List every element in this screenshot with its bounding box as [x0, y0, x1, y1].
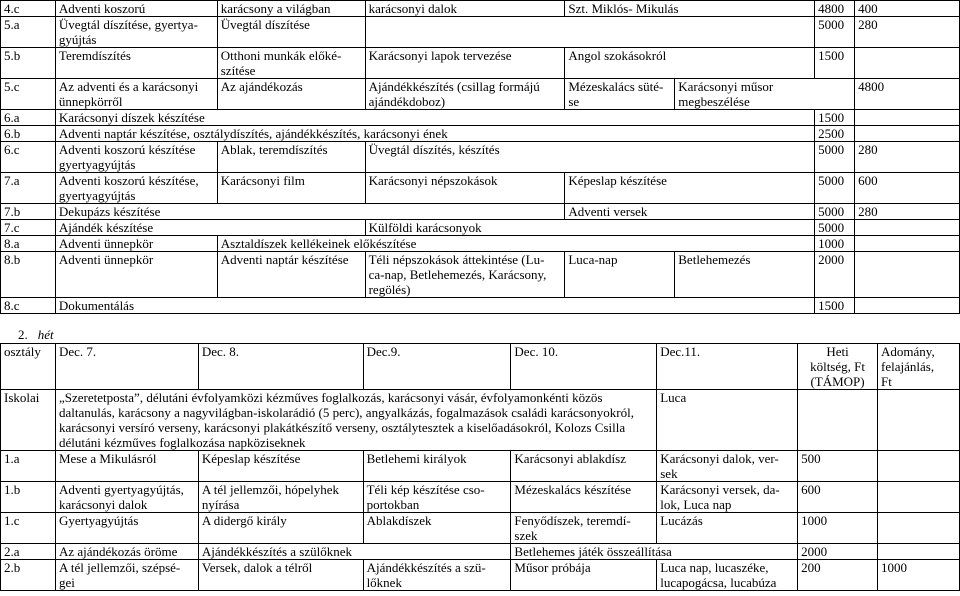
activity-cell: Az adventi és a karácsonyi ünnepkörről: [55, 79, 217, 110]
cost-cell: 5000: [815, 173, 855, 204]
cost-cell: 5000: [815, 142, 855, 173]
class-cell: 6.a: [1, 110, 56, 126]
table-row: [1, 17, 960, 48]
activity-cell: Adventi ünnepkör: [55, 252, 217, 298]
activity-cell: Angol szokásokról: [565, 48, 815, 79]
donation-cell: 280: [855, 142, 960, 173]
activity-cell: Betlehemes játék összeállítása: [511, 544, 798, 560]
cost-cell: 4800: [855, 79, 960, 110]
donation-cell: [855, 298, 960, 314]
table-row: [1, 204, 960, 220]
class-cell: 7.b: [1, 204, 56, 220]
week-number: 2.: [18, 327, 28, 342]
table-row: [1, 451, 960, 482]
activity-cell: Képeslap készítése: [565, 173, 815, 204]
activity-cell: Külföldi karácsonyok: [365, 220, 815, 236]
cost-cell: 2000: [798, 544, 878, 560]
school-program-cell: „Szeretetposta”, délutáni évfolyamközi kézműves foglalkozás, karácsonyi vásár, évfolyamonkénti közös daltanulás, karácsony a nagyvilágban-iskolarádió (5 perc), angyalkázás, fogalmazások családi karácsonyokról, karácsonyi versíró verseny, karácsonyi plakátkészítő verseny, osztálytesztek a kiselőadásokról, Kolozs Csilla délutáni kézműves foglalkozása napköziseknek: [55, 390, 656, 451]
activity-cell: Gyertyagyújtás: [55, 513, 198, 544]
activity-cell: Adventi naptár készítése, osztálydíszítés, ajándékkészítés, karácsonyi ének: [55, 126, 814, 142]
activity-cell: Luca-nap: [565, 252, 675, 298]
cost-cell: 600: [798, 482, 878, 513]
table-row: [1, 560, 960, 591]
class-cell: 2.b: [1, 560, 56, 591]
cost-cell: 4800: [815, 1, 855, 17]
cost-cell: 1500: [815, 298, 855, 314]
donation-cell: [855, 110, 960, 126]
table-row: [1, 298, 960, 314]
table-row: [1, 482, 960, 513]
activity-cell: Szt. Miklós- Mikulás: [565, 1, 815, 17]
activity-cell: Betlehemezés: [675, 252, 815, 298]
activity-cell: A didergő király: [198, 513, 363, 544]
activity-cell: Adventi versek: [565, 204, 815, 220]
class-cell: 8.a: [1, 236, 56, 252]
donation-cell: 600: [855, 173, 960, 204]
activity-cell: Műsor próbája: [511, 560, 657, 591]
donation-cell: [878, 451, 960, 482]
activity-cell: Adventi koszorú készítése gyertyagyújtás: [55, 142, 217, 173]
cost-cell: 1500: [815, 110, 855, 126]
class-program-table-2: [0, 343, 960, 591]
activity-cell: Adventi naptár készítése: [217, 252, 365, 298]
table-row: [1, 513, 960, 544]
activity-cell: Lucázás: [657, 513, 798, 544]
cost-cell: 1000: [798, 513, 878, 544]
column-header: Dec. 8.: [198, 344, 363, 390]
class-cell: Iskolai: [1, 390, 56, 451]
donation-cell: [855, 252, 960, 298]
class-cell: 5.a: [1, 17, 56, 48]
activity-cell: Üvegtál díszítés, készítés: [365, 142, 815, 173]
donation-cell: [878, 513, 960, 544]
donation-cell: 400: [855, 1, 960, 17]
activity-cell: Adventi koszorú készítése, gyertyagyújtás: [55, 173, 217, 204]
activity-cell: karácsonyi dalok: [365, 1, 565, 17]
activity-cell: [365, 17, 815, 48]
donation-cell: 280: [855, 17, 960, 48]
class-cell: 1.b: [1, 482, 56, 513]
cost-cell: 1500: [815, 48, 855, 79]
donation-cell: [878, 544, 960, 560]
column-header: Adomány, felajánlás, Ft: [878, 344, 960, 390]
cost-cell: 5000: [815, 220, 855, 236]
activity-cell: Karácsonyi dalok, ver- sek: [657, 451, 798, 482]
table-row: [1, 236, 960, 252]
week-heading: [18, 327, 54, 342]
activity-cell: karácsony a világban: [217, 1, 365, 17]
donation-cell: 280: [855, 204, 960, 220]
activity-cell: Betlehemi királyok: [363, 451, 511, 482]
activity-cell: Az ajándékozás öröme: [55, 544, 198, 560]
activity-cell: Ajándékkészítés (csillag formájú ajándékdoboz): [365, 79, 565, 110]
activity-cell: Ablakdíszek: [363, 513, 511, 544]
activity-cell: Luca nap, lucaszéke, lucapogácsa, lucabúza: [657, 560, 798, 591]
table-row: [1, 48, 960, 79]
week-label: hét: [37, 327, 54, 342]
donation-cell: [878, 482, 960, 513]
activity-cell: Adventi ünnepkör: [55, 236, 217, 252]
activity-cell: Üvegtál díszítése, gyertya- gyújtás: [55, 17, 217, 48]
table-row: [1, 544, 960, 560]
donation-cell: [855, 48, 960, 79]
activity-cell: Versek, dalok a télről: [198, 560, 363, 591]
activity-cell: Karácsonyi díszek készítése: [55, 110, 814, 126]
class-cell: 6.b: [1, 126, 56, 142]
table-row: [1, 79, 960, 110]
table-row: [1, 220, 960, 236]
table-row: [1, 173, 960, 204]
activity-cell: Karácsonyi film: [217, 173, 365, 204]
cost-cell: 2500: [815, 126, 855, 142]
activity-cell: Mese a Mikulásról: [55, 451, 198, 482]
donation-cell: [855, 220, 960, 236]
activity-cell: Luca: [657, 390, 798, 451]
cost-cell: 500: [798, 451, 878, 482]
activity-cell: Dokumentálás: [55, 298, 814, 314]
activity-cell: Az ajándékozás: [217, 79, 365, 110]
activity-cell: Teremdíszítés: [55, 48, 217, 79]
class-cell: 7.a: [1, 173, 56, 204]
column-header: Dec. 7.: [55, 344, 198, 390]
cost-cell: 5000: [815, 17, 855, 48]
column-header: Dec.11.: [657, 344, 798, 390]
activity-cell: Karácsonyi ablakdísz: [511, 451, 657, 482]
class-cell: 5.c: [1, 79, 56, 110]
table-row: [1, 110, 960, 126]
donation-cell: [855, 126, 960, 142]
table-row: [1, 126, 960, 142]
activity-cell: Dekupázs készítése: [55, 204, 564, 220]
class-cell: 8.c: [1, 298, 56, 314]
activity-cell: Adventi koszorú: [55, 1, 217, 17]
school-row: [1, 390, 960, 451]
activity-cell: Képeslap készítése: [198, 451, 363, 482]
donation-cell: 1000: [878, 560, 960, 591]
column-header: Dec.9.: [363, 344, 511, 390]
activity-cell: Karácsonyi népszokások: [365, 173, 565, 204]
class-cell: 4.c: [1, 1, 56, 17]
cost-cell: 5000: [815, 204, 855, 220]
activity-cell: Ablak, teremdíszítés: [217, 142, 365, 173]
class-cell: 5.b: [1, 48, 56, 79]
activity-cell: Karácsonyi lapok tervezése: [365, 48, 565, 79]
activity-cell: A tél jellemzői, szépsé- gei: [55, 560, 198, 591]
table-row: [1, 1, 960, 17]
activity-cell: Téli kép készítése cso- portokban: [363, 482, 511, 513]
header-row: [1, 344, 960, 390]
activity-cell: Karácsonyi műsor megbeszélése: [675, 79, 855, 110]
class-cell: 8.b: [1, 252, 56, 298]
activity-cell: Asztaldíszek kellékeinek előkészítése: [217, 236, 814, 252]
donation-cell: [855, 236, 960, 252]
activity-cell: Üvegtál díszítése: [217, 17, 365, 48]
table-row: [1, 142, 960, 173]
activity-cell: A tél jellemzői, hópelyhek nyírása: [198, 482, 363, 513]
cost-cell: 1000: [815, 236, 855, 252]
class-cell: 6.c: [1, 142, 56, 173]
activity-cell: Mézeskalács süté- se: [565, 79, 675, 110]
table-row: [1, 252, 960, 298]
class-cell: 2.a: [1, 544, 56, 560]
activity-cell: Otthoni munkák előké- szítése: [217, 48, 365, 79]
column-header: Dec. 10.: [511, 344, 657, 390]
cost-cell: [798, 390, 878, 451]
activity-cell: Adventi gyertyagyújtás, karácsonyi dalok: [55, 482, 198, 513]
cost-cell: 200: [798, 560, 878, 591]
activity-cell: Téli népszokások áttekintése (Lu- ca-nap, Betlehemezés, Karácsony, regölés): [365, 252, 565, 298]
class-cell: 1.c: [1, 513, 56, 544]
cost-cell: 2000: [815, 252, 855, 298]
activity-cell: Ajándék készítése: [55, 220, 365, 236]
class-cell: 7.c: [1, 220, 56, 236]
activity-cell: Karácsonyi versek, da- lok, Luca nap: [657, 482, 798, 513]
activity-cell: Mézeskalács készítése: [511, 482, 657, 513]
activity-cell: Ajándékkészítés a szü- lőknek: [363, 560, 511, 591]
donation-cell: [878, 390, 960, 451]
column-header: osztály: [1, 344, 56, 390]
column-header: Heti költség, Ft (TÁMOP): [798, 344, 878, 390]
activity-cell: Fenyődíszek, teremdí- szek: [511, 513, 657, 544]
class-cell: 1.a: [1, 451, 56, 482]
activity-cell: Ajándékkészítés a szülőknek: [198, 544, 511, 560]
